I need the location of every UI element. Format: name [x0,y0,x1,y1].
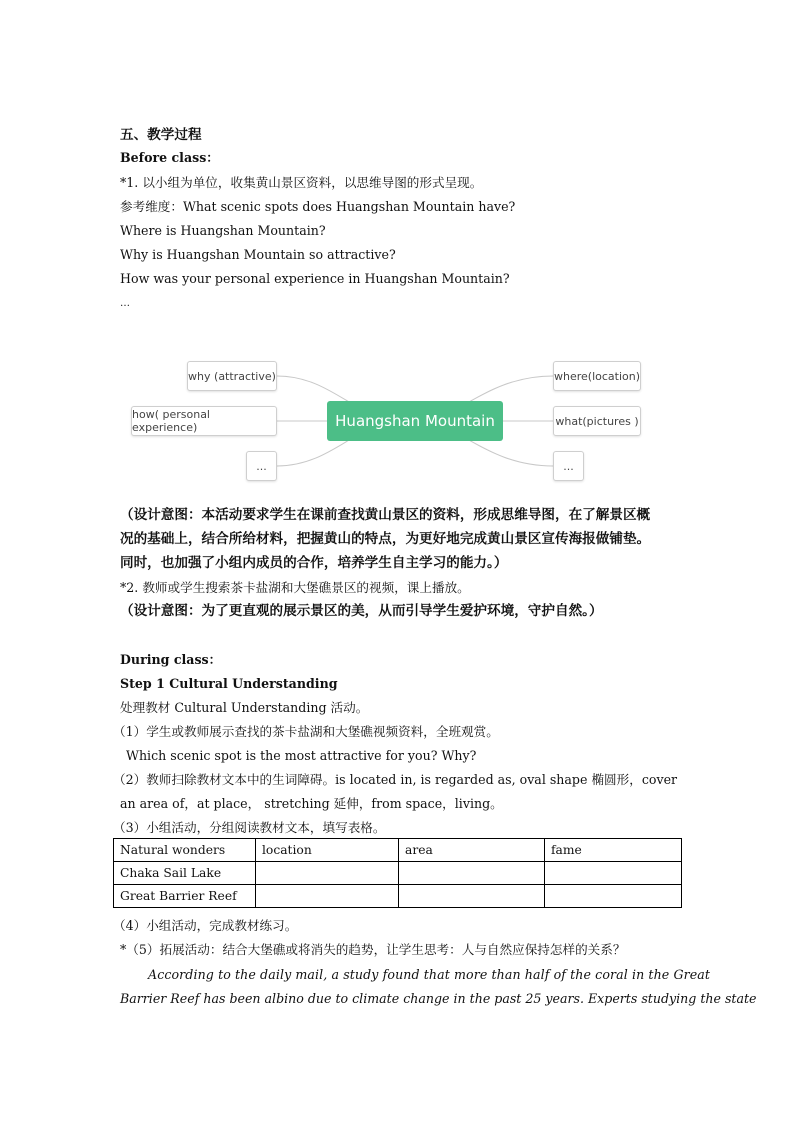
table-cell[interactable] [399,885,545,908]
step-item-3: （3）小组活动，分组阅读教材文本，填写表格。 [113,820,386,835]
mind-map-node-what: what(pictures ) [553,406,641,436]
mind-map-node-where: where(location) [553,361,641,391]
table-cell[interactable] [545,885,682,908]
mind-map-node-right-more: ... [553,451,584,481]
step-item-1: （1）学生或教师展示查找的茶卡盐湖和大堡礁视频资料，全班观赏。 [113,724,499,739]
table-cell[interactable] [256,885,399,908]
design-intent-1-line-2: 况的基础上，结合所给材料，把握黄山的特点，为更好地完成黄山景区宣传海报做铺垫。 [120,531,651,547]
question-how: How was your personal experience in Huangshan Mountain? [120,271,510,286]
question-where: Where is Huangshan Mountain? [120,223,326,238]
table-cell: Chaka Sail Lake [114,862,256,885]
step-item-4: （4）小组活动，完成教材练习。 [113,918,298,933]
step-1-title: Step 1 Cultural Understanding [120,676,338,691]
mind-map-node-why: why (attractive) [187,361,277,391]
table-cell[interactable] [256,862,399,885]
design-intent-2: （设计意图：为了更直观的展示景区的美，从而引导学生爱护环境，守护自然。） [120,603,603,619]
natural-wonders-table [113,838,682,908]
reference-dimensions: 参考维度：What scenic spots does Huangshan Mountain have? [120,199,516,214]
table-row [114,862,682,885]
step-item-2-line-1: （2）教师扫除教材文本中的生词障碍。is located in, is regarded as, oval shape 椭圆形，cover [113,772,678,787]
mind-map [120,350,680,490]
table-header-cell: location [256,839,399,862]
table-header-cell: fame [545,839,682,862]
step-item-2-line-2: an area of，at place， stretching 延伸，from space，living。 [120,796,503,811]
table-header-cell: area [399,839,545,862]
task-1: *1. 以小组为单位，收集黄山景区资料，以思维导图的形式呈现。 [120,175,483,190]
design-intent-1-line-3: 同时，也加强了小组内成员的合作，培养学生自主学习的能力。） [120,555,508,571]
reading-line-2: Barrier Reef has been albino due to climate change in the past 25 years. Experts studying the state [120,991,757,1006]
step-1-description: 处理教材 Cultural Understanding 活动。 [120,700,369,715]
mind-map-node-how: how( personal experience) [131,406,277,436]
during-class-label: During class： [120,652,222,667]
table-cell[interactable] [545,862,682,885]
reading-line-1: According to the daily mail, a study found that more than half of the coral in the Great [148,967,711,982]
mind-map-center-node: Huangshan Mountain [327,401,503,441]
ellipsis: … [120,298,130,309]
table-header-row [114,839,682,862]
table-cell: Great Barrier Reef [114,885,256,908]
design-intent-1-line-1: （设计意图：本活动要求学生在课前查找黄山景区的资料，形成思维导图，在了解景区概 [120,507,651,523]
task-2: *2. 教师或学生搜索茶卡盐湖和大堡礁景区的视频，课上播放。 [120,580,470,595]
before-class-label: Before class： [120,150,219,165]
step-item-5: *（5）拓展活动：结合大堡礁或将消失的趋势，让学生思考：人与自然应保持怎样的关系？ [120,942,626,957]
table-header-cell: Natural wonders [114,839,256,862]
table-row [114,885,682,908]
question-why: Why is Huangshan Mountain so attractive? [120,247,396,262]
step-item-1-question: Which scenic spot is the most attractive for you? Why? [126,748,477,763]
section-heading: 五、教学过程 [120,127,202,143]
mind-map-node-left-more: ... [246,451,277,481]
table-cell[interactable] [399,862,545,885]
